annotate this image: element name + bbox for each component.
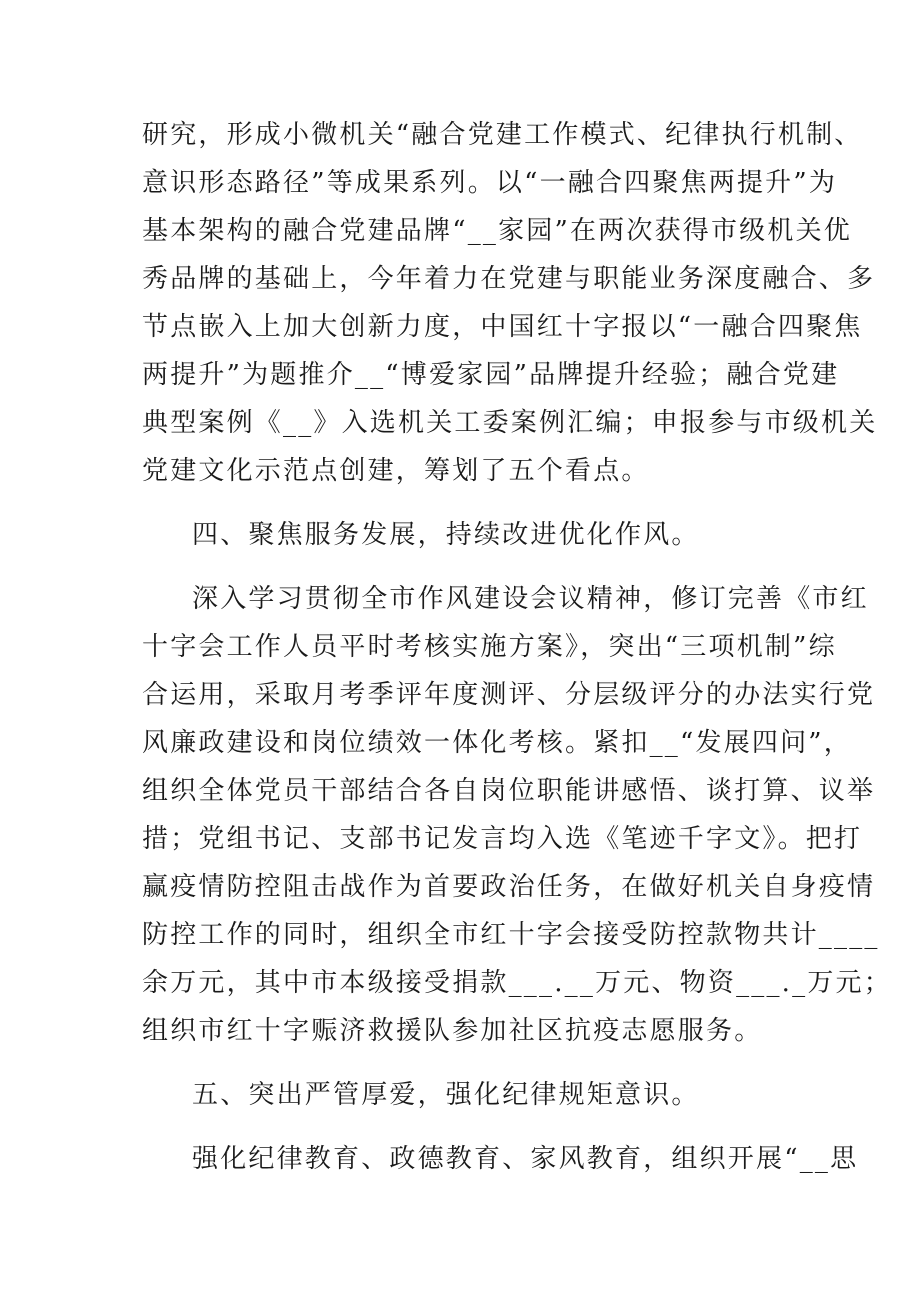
paragraph-line: 十字会工作人员平时考核实施方案》，突出“三项机制”综 [142,632,837,662]
paragraph-line: 措；党组书记、支部书记发言均入选《笔迹千字文》。把打 [142,824,863,854]
paragraph-line: 秀品牌的基础上，今年着力在党建与职能业务深度融合、多 [142,264,876,294]
paragraph-line: 典型案例《__》入选机关工委案例汇编；申报参与市级机关 [142,408,878,438]
paragraph-line: 意识形态路径”等成果系列。以“一融合四聚焦两提升”为 [142,168,838,198]
paragraph-line: 深入学习贯彻全市作风建设会议精神，修订完善《市红 [192,584,869,614]
paragraph-line: 两提升”为题推介__“博爱家园”品牌提升经验；融合党建 [142,360,840,390]
paragraph-line: 赢疫情防控阻击战作为首要政治任务，在做好机关自身疫情 [142,872,876,902]
paragraph-line: 组织市红十字赈济救援队参加社区抗疫志愿服务。 [142,1016,763,1046]
paragraph-line: 合运用，采取月考季评年度测评、分层级评分的办法实行党 [142,680,876,710]
paragraph-line: 强化纪律教育、政德教育、家风教育，组织开展“__思 [192,1144,859,1174]
paragraph-line: 研究，形成小微机关“融合党建工作模式、纪律执行机制、 [142,120,863,150]
paragraph-line: 组织全体党员干部结合各自岗位职能讲感悟、谈打算、议举 [142,776,876,806]
paragraph-line: 余万元，其中市本级接受捐款___.__万元、物资___._万元； [142,968,892,998]
paragraph-line: 风廉政建设和岗位绩效一体化考核。紧扣__“发展四问”， [142,728,852,758]
section-heading-4: 四、聚焦服务发展，持续改进优化作风。 [192,520,700,550]
paragraph-line: 党建文化示范点创建，筹划了五个看点。 [142,456,650,486]
section-heading-5: 五、突出严管厚爱，强化纪律规矩意识。 [192,1080,700,1110]
paragraph-line: 基本架构的融合党建品牌“__家园”在两次获得市级机关优 [142,216,852,246]
paragraph-line: 节点嵌入上加大创新力度，中国红十字报以“一融合四聚焦 [142,312,863,342]
paragraph-line: 防控工作的同时，组织全市红十字会接受防控款物共计____ [142,920,880,950]
